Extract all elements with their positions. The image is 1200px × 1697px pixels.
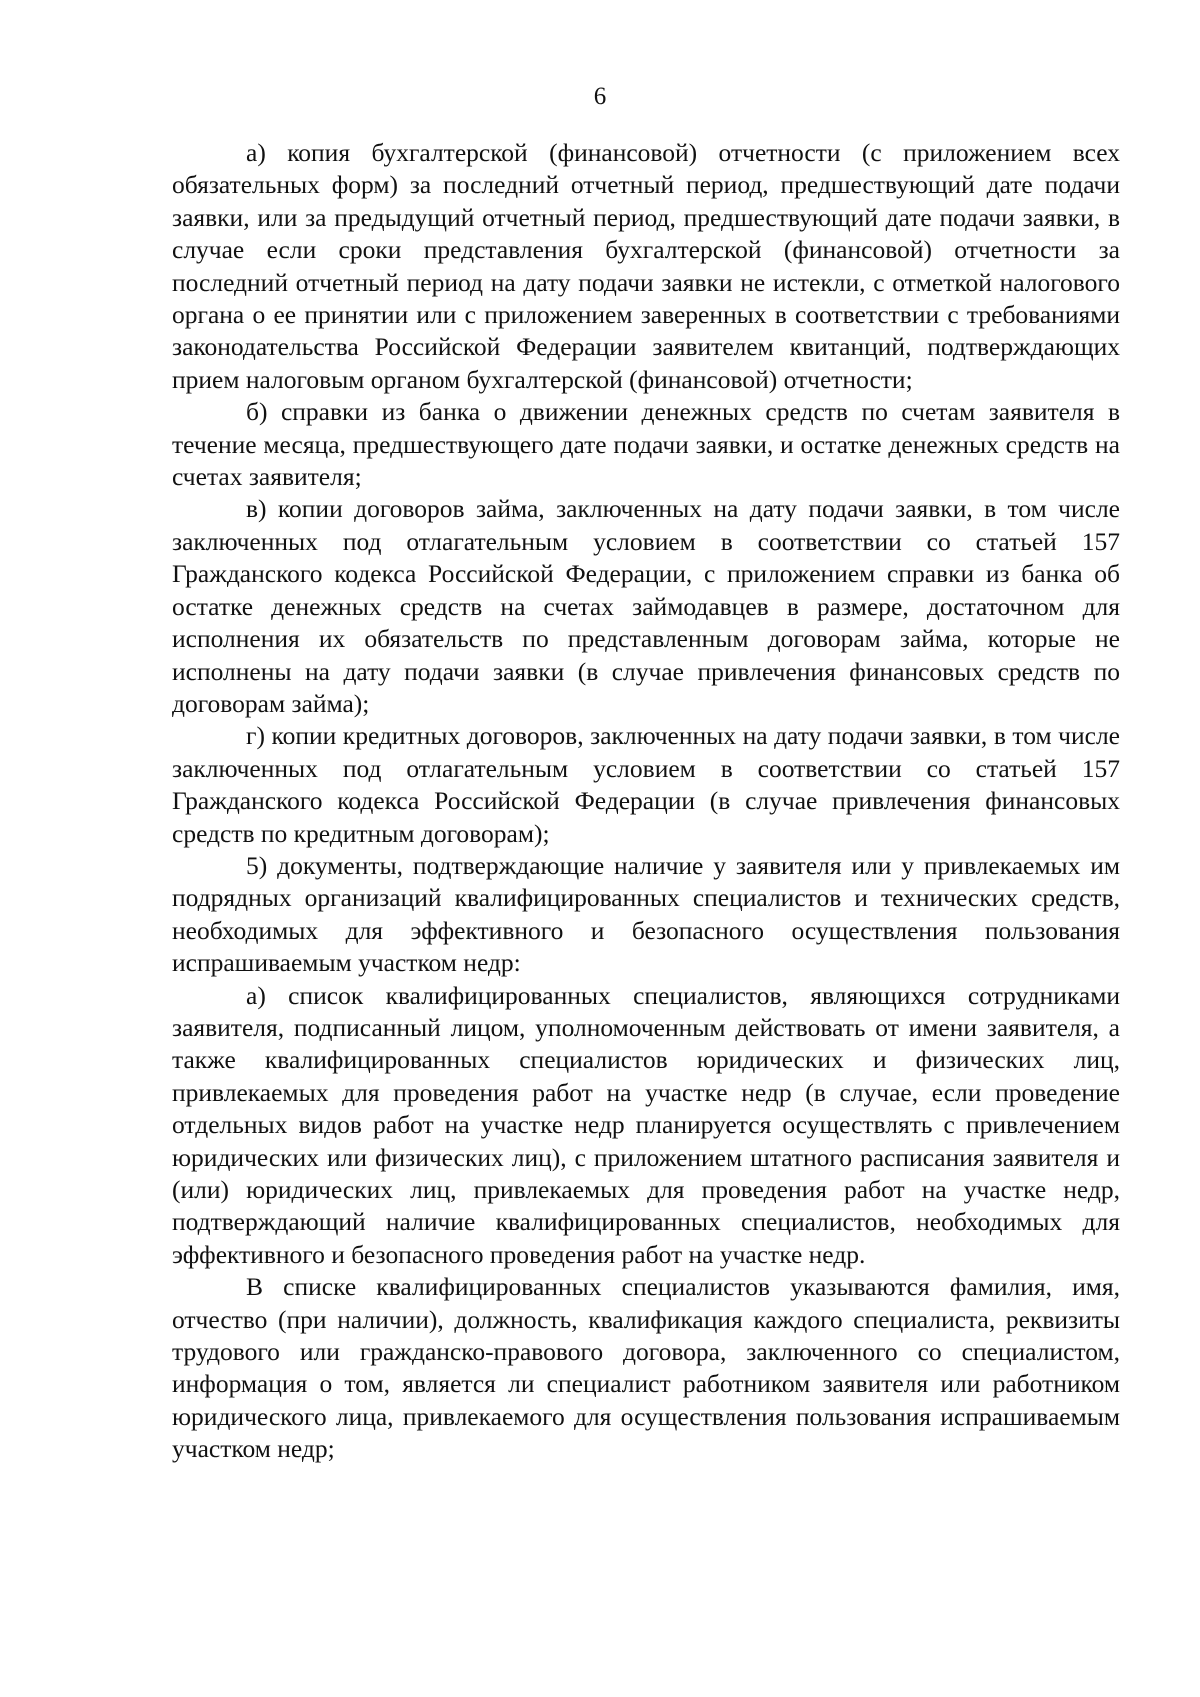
document-body (172, 137, 1120, 1466)
paragraph-loan-agreements: в) копии договоров займа, заключенных на дату подачи заявки, в том числе заключенных под отлагательным условием в соответствии со статьей 157 Гражданского кодекса Российской Федерации, с приложением справки из банка об остатке денежных средств на счетах займодавцев в размере, достаточном для исполнения их обязательств по представленным договорам займа, которые не исполнены на дату подачи заявки (в случае привлечения финансовых средств по договорам займа); (172, 494, 1120, 718)
paragraph-bank-statements: б) справки из банка о движении денежных средств по счетам заявителя в течение месяца, предшествующего дате подачи заявки, и остатке денежных средств на счетах заявителя; (172, 397, 1120, 492)
paragraph-specialists-details: В списке квалифицированных специалистов указываются фамилия, имя, отчество (при наличии), должность, квалификация каждого специалиста, реквизиты трудового или гражданско-правового договора, заключенного со специалистом, информация о том, является ли специалист работником заявителя или работником юридического лица, привлекаемого для осуществления пользования испрашиваемым участком недр; (172, 1272, 1120, 1464)
page-number: 6 (593, 83, 607, 110)
paragraph-qualification-documents: 5) документы, подтверждающие наличие у заявителя или у привлекаемых им подрядных организаций квалифицированных специалистов и технических средств, необходимых для эффективного и безопасного осуществления пользования испрашиваемым участком недр: (172, 850, 1120, 978)
paragraph-specialists-list: а) список квалифицированных специалистов, являющихся сотрудниками заявителя, подписанный лицом, уполномоченным действовать от имени заявителя, а также квалифицированных специалистов юридических и физических лиц, привлекаемых для проведения работ на участке недр (в случае, если проведение отдельных видов работ на участке недр планируется осуществлять с привлечением юридических или физических лиц), с приложением штатного расписания заявителя и (или) юридических лиц, привлекаемых для проведения работ на участке недр, подтверждающий наличие квалифицированных специалистов, необходимых для эффективного и безопасного проведения работ на участке недр. (172, 980, 1120, 1269)
paragraph-financial-statements: а) копия бухгалтерской (финансовой) отчетности (с приложением всех обязательных форм) за последний отчетный период, предшествующий дате подачи заявки, или за предыдущий отчетный период, предшествующий дате подачи заявки, в случае если сроки представления бухгалтерской (финансовой) отчетности за последний отчетный период на дату подачи заявки не истекли, с отметкой налогового органа о ее принятии или с приложением заверенных в соответствии с требованиями законодательства Российской Федерации заявителем квитанций, подтверждающих прием налоговым органом бухгалтерской (финансовой) отчетности; (172, 138, 1120, 394)
paragraph-credit-agreements: г) копии кредитных договоров, заключенных на дату подачи заявки, в том числе заключенных под отлагательным условием в соответствии со статьей 157 Гражданского кодекса Российской Федерации (в случае привлечения финансовых средств по кредитным договорам); (172, 721, 1120, 848)
